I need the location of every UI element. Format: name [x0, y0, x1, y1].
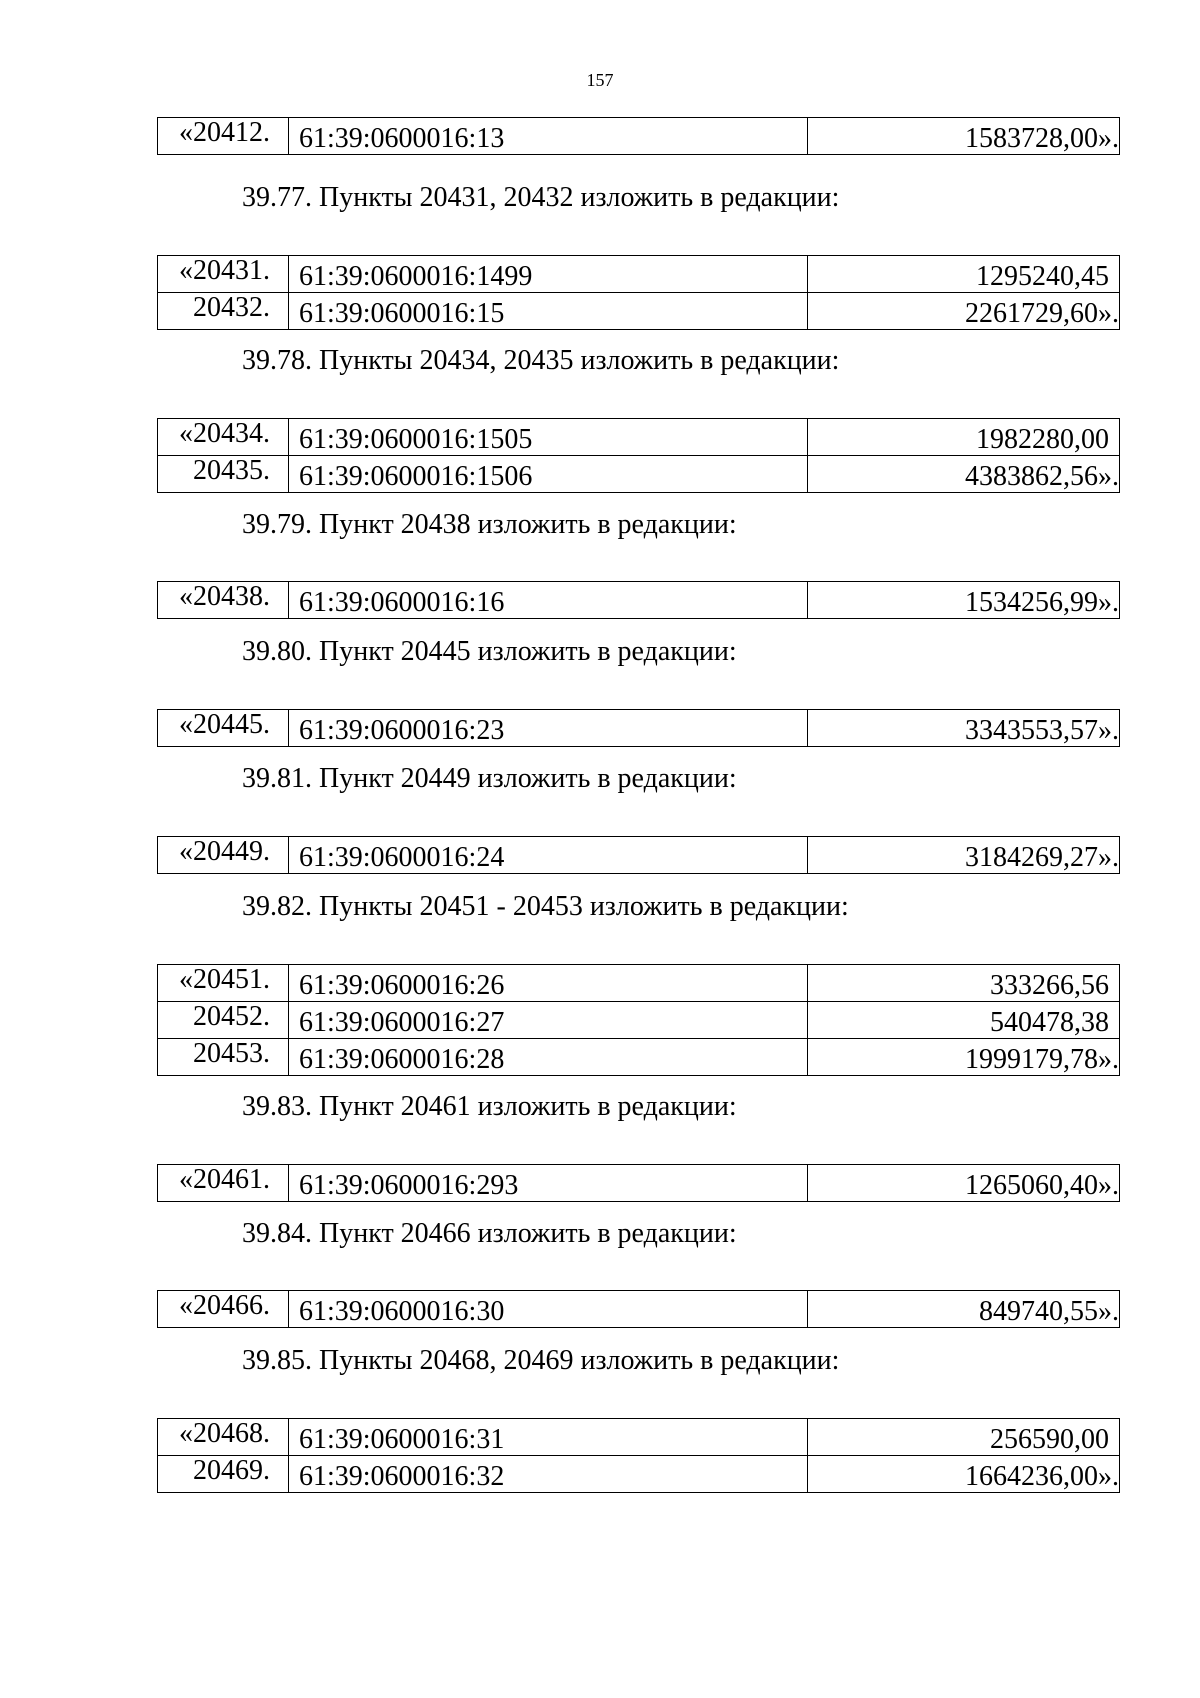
- cadastral-value-cell: 1265060,40».: [808, 1165, 1120, 1202]
- cadastral-number-cell: 61:39:0600016:27: [289, 1002, 808, 1039]
- cadastral-number-cell: 61:39:0600016:30: [289, 1291, 808, 1328]
- page-number: 157: [586, 70, 614, 90]
- cadastral-number-cell: 61:39:0600016:293: [289, 1165, 808, 1202]
- table-row: [158, 1456, 1120, 1493]
- item-number-cell: «20434.: [158, 419, 289, 456]
- cadastral-number-cell: 61:39:0600016:28: [289, 1039, 808, 1076]
- cadastral-number-cell: 61:39:0600016:1505: [289, 419, 808, 456]
- cadastral-table: [157, 709, 1120, 747]
- cadastral-value-cell: 1583728,00».: [808, 118, 1120, 155]
- item-number-cell: 20432.: [158, 293, 289, 330]
- cadastral-number-cell: 61:39:0600016:24: [289, 837, 808, 874]
- section-heading: 39.82. Пункты 20451 - 20453 изложить в редакции:: [242, 891, 849, 922]
- cadastral-table: [157, 836, 1120, 874]
- item-number-cell: «20449.: [158, 837, 289, 874]
- table-row: [158, 1419, 1120, 1456]
- item-number-cell: «20451.: [158, 965, 289, 1002]
- cadastral-number-cell: 61:39:0600016:23: [289, 710, 808, 747]
- cadastral-value-cell: 3343553,57».: [808, 710, 1120, 747]
- cadastral-table: [157, 1418, 1120, 1493]
- table-row: [158, 1291, 1120, 1328]
- table-row: [158, 456, 1120, 493]
- table-row: [158, 965, 1120, 1002]
- cadastral-number-cell: 61:39:0600016:31: [289, 1419, 808, 1456]
- item-number-cell: «20412.: [158, 118, 289, 155]
- item-number-cell: «20431.: [158, 256, 289, 293]
- table-row: [158, 582, 1120, 619]
- item-number-cell: 20453.: [158, 1039, 289, 1076]
- cadastral-value-cell: 333266,56: [808, 965, 1120, 1002]
- cadastral-value-cell: 1999179,78».: [808, 1039, 1120, 1076]
- cadastral-number-cell: 61:39:0600016:13: [289, 118, 808, 155]
- item-number-cell: «20445.: [158, 710, 289, 747]
- cadastral-table: [157, 964, 1120, 1076]
- cadastral-number-cell: 61:39:0600016:15: [289, 293, 808, 330]
- table-row: [158, 256, 1120, 293]
- item-number-cell: 20452.: [158, 1002, 289, 1039]
- cadastral-table: [157, 117, 1120, 155]
- cadastral-value-cell: 1664236,00».: [808, 1456, 1120, 1493]
- table-row: [158, 837, 1120, 874]
- item-number-cell: «20468.: [158, 1419, 289, 1456]
- section-heading: 39.77. Пункты 20431, 20432 изложить в редакции:: [242, 182, 840, 213]
- cadastral-table: [157, 255, 1120, 330]
- cadastral-table: [157, 581, 1120, 619]
- cadastral-value-cell: 3184269,27».: [808, 837, 1120, 874]
- cadastral-number-cell: 61:39:0600016:16: [289, 582, 808, 619]
- cadastral-value-cell: 849740,55».: [808, 1291, 1120, 1328]
- item-number-cell: «20438.: [158, 582, 289, 619]
- cadastral-value-cell: 2261729,60».: [808, 293, 1120, 330]
- cadastral-value-cell: 1534256,99».: [808, 582, 1120, 619]
- cadastral-number-cell: 61:39:0600016:32: [289, 1456, 808, 1493]
- section-heading: 39.85. Пункты 20468, 20469 изложить в редакции:: [242, 1345, 840, 1376]
- cadastral-table: [157, 1290, 1120, 1328]
- item-number-cell: «20466.: [158, 1291, 289, 1328]
- table-row: [158, 1002, 1120, 1039]
- cadastral-number-cell: 61:39:0600016:26: [289, 965, 808, 1002]
- table-row: [158, 293, 1120, 330]
- section-heading: 39.78. Пункты 20434, 20435 изложить в редакции:: [242, 345, 840, 376]
- cadastral-value-cell: 540478,38: [808, 1002, 1120, 1039]
- section-heading: 39.83. Пункт 20461 изложить в редакции:: [242, 1091, 737, 1122]
- item-number-cell: 20469.: [158, 1456, 289, 1493]
- section-heading: 39.80. Пункт 20445 изложить в редакции:: [242, 636, 737, 667]
- section-heading: 39.81. Пункт 20449 изложить в редакции:: [242, 763, 737, 794]
- cadastral-value-cell: 1295240,45: [808, 256, 1120, 293]
- item-number-cell: 20435.: [158, 456, 289, 493]
- section-heading: 39.79. Пункт 20438 изложить в редакции:: [242, 509, 737, 540]
- cadastral-table: [157, 1164, 1120, 1202]
- cadastral-table: [157, 418, 1120, 493]
- cadastral-value-cell: 4383862,56».: [808, 456, 1120, 493]
- item-number-cell: «20461.: [158, 1165, 289, 1202]
- table-row: [158, 710, 1120, 747]
- table-row: [158, 1039, 1120, 1076]
- table-row: [158, 118, 1120, 155]
- cadastral-number-cell: 61:39:0600016:1499: [289, 256, 808, 293]
- section-heading: 39.84. Пункт 20466 изложить в редакции:: [242, 1218, 737, 1249]
- cadastral-value-cell: 256590,00: [808, 1419, 1120, 1456]
- cadastral-value-cell: 1982280,00: [808, 419, 1120, 456]
- table-row: [158, 1165, 1120, 1202]
- table-row: [158, 419, 1120, 456]
- cadastral-number-cell: 61:39:0600016:1506: [289, 456, 808, 493]
